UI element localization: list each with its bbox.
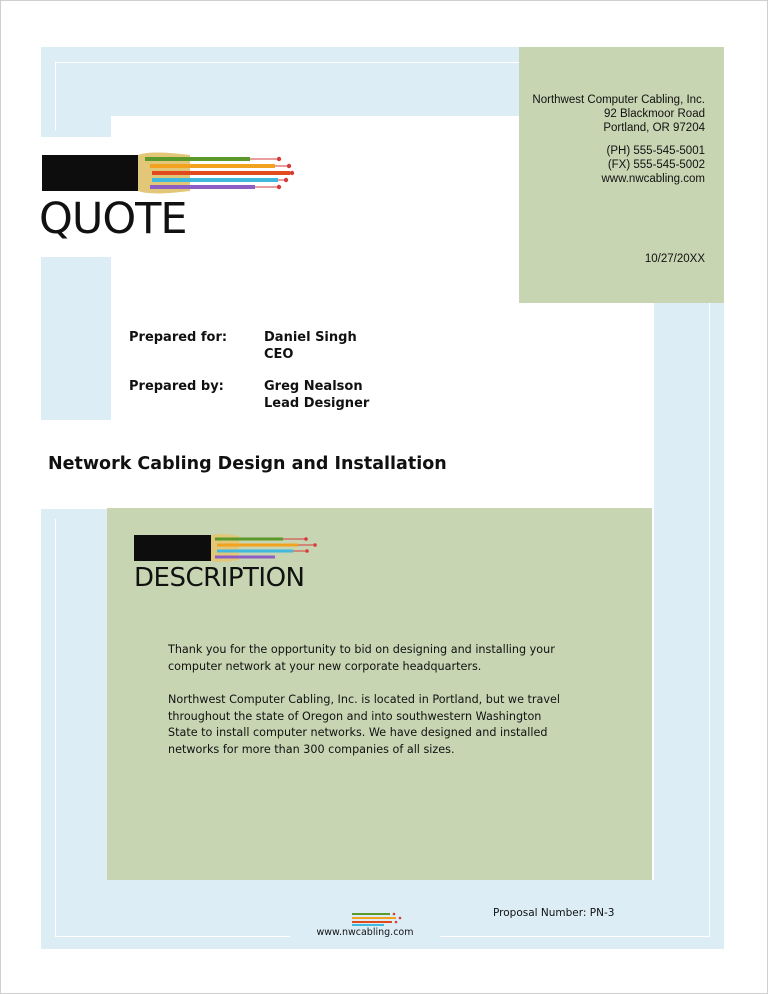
quote-heading: QUOTE — [39, 194, 187, 244]
footer-cable-icon — [350, 911, 405, 927]
prepared-for-name: Daniel Singh — [264, 330, 357, 345]
company-fax: (FX) 555-545-5002 — [607, 159, 705, 171]
description-paragraph-1: Thank you for the opportunity to bid on designing and installing your computer network at your new corporate headquarters. — [168, 643, 555, 673]
top-band — [41, 47, 521, 116]
proposal-number: Proposal Number: PN-3 — [493, 907, 615, 919]
description-panel — [107, 508, 652, 880]
frame-line — [55, 62, 56, 130]
prepared-by-name: Greg Nealson — [264, 379, 363, 394]
right-band — [654, 303, 724, 949]
description-heading: DESCRIPTION — [134, 563, 305, 593]
prepared-for-label: Prepared for: — [129, 330, 228, 345]
frame-line — [440, 936, 710, 937]
company-info-block — [519, 47, 724, 303]
company-name: Northwest Computer Cabling, Inc. — [532, 94, 705, 106]
footer-website[interactable]: www.nwcabling.com — [316, 927, 414, 938]
quote-date: 10/27/20XX — [644, 253, 705, 265]
company-phone: (PH) 555-545-5001 — [606, 145, 705, 157]
description-paragraph-2: Northwest Computer Cabling, Inc. is located in Portland, but we travel throughout the state of Oregon and into southwestern Washington State to install computer networks. We have designed and installed networks for more than 300 companies of all sizes. — [168, 693, 560, 756]
company-address-line1: 92 Blackmoor Road — [604, 108, 705, 120]
company-website: www.nwcabling.com — [601, 173, 705, 185]
cable-logo-icon — [40, 148, 300, 196]
left-band-upper — [41, 257, 111, 420]
prepared-by-title: Lead Designer — [264, 396, 370, 411]
prepared-for-title: CEO — [264, 347, 294, 362]
frame-line — [55, 936, 290, 937]
company-address-line2: Portland, OR 97204 — [603, 122, 705, 134]
project-title: Network Cabling Design and Installation — [48, 454, 447, 474]
frame-line — [55, 519, 56, 937]
top-left-tab — [41, 116, 111, 137]
description-body — [168, 642, 568, 758]
frame-line — [709, 303, 710, 936]
cable-logo-small-icon — [133, 533, 323, 563]
prepared-by-label: Prepared by: — [129, 379, 224, 394]
